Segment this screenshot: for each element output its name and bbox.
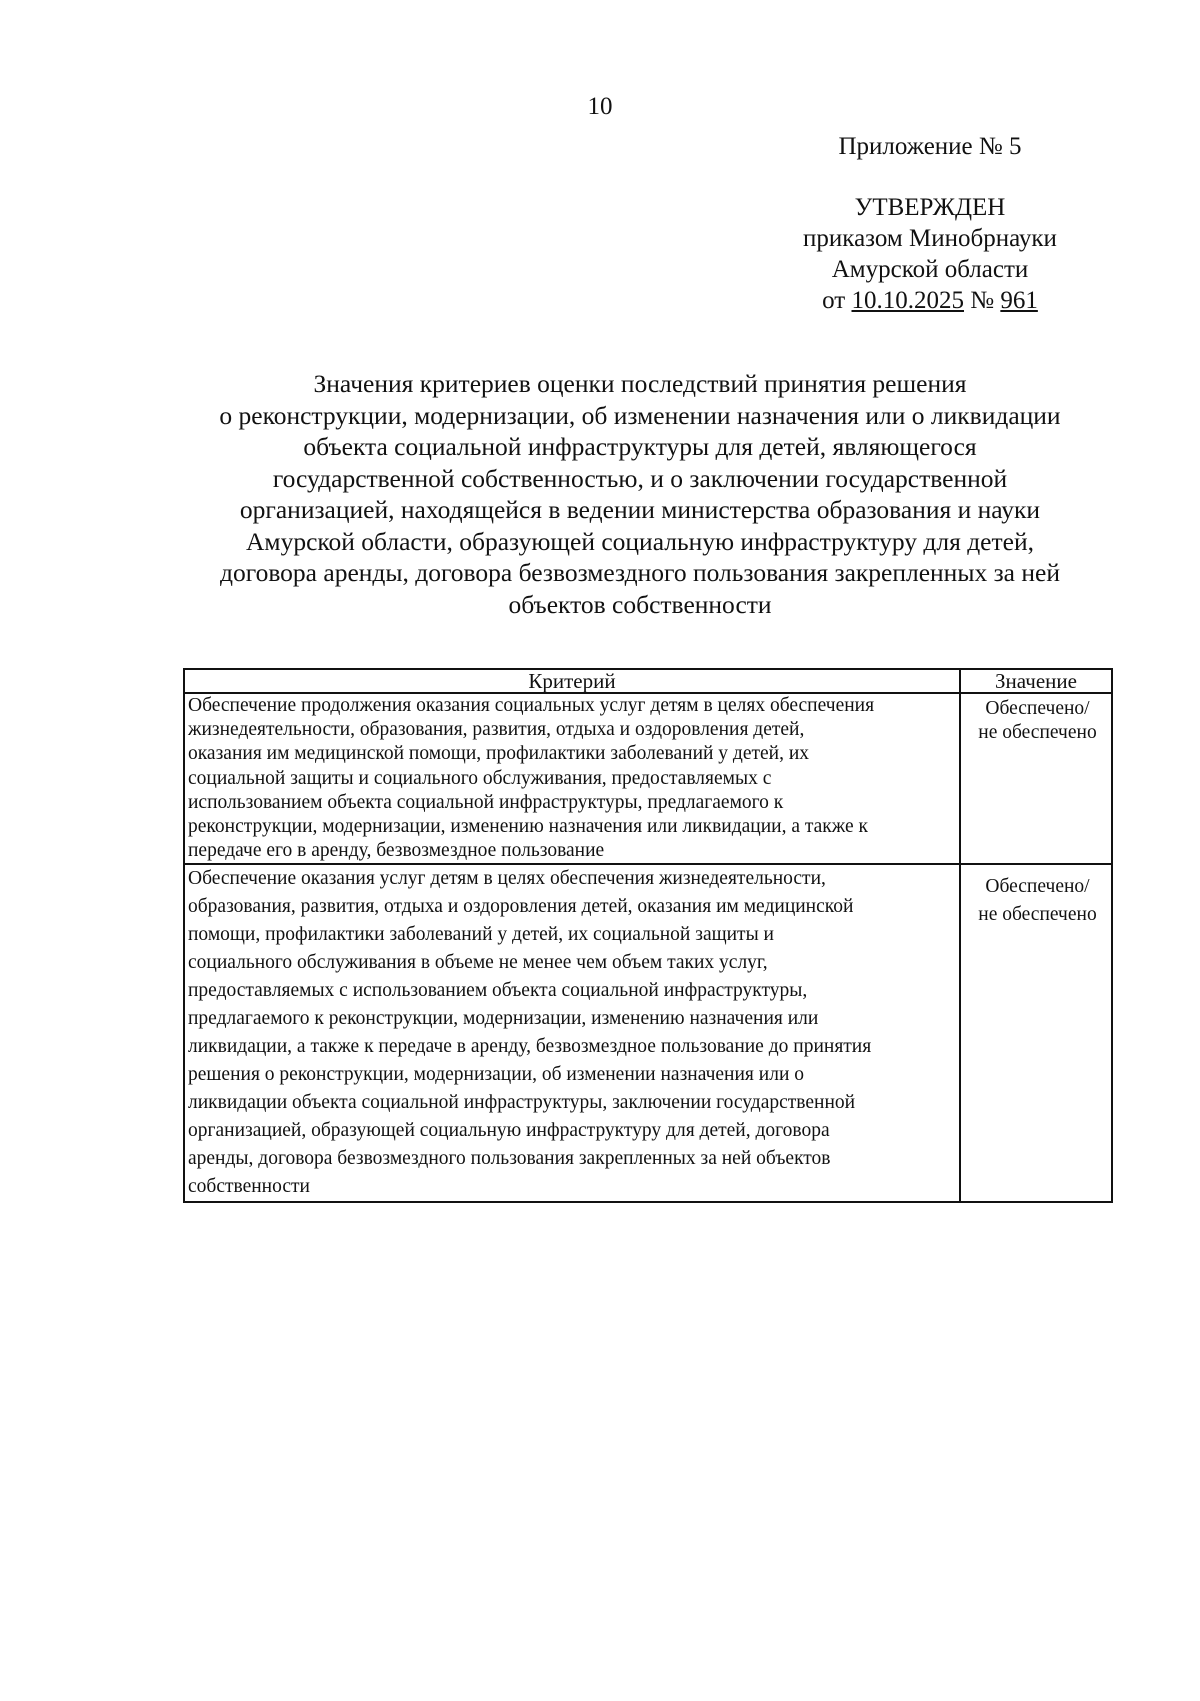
page-number: 10 xyxy=(587,93,613,120)
criterion-cell xyxy=(184,864,960,1202)
approval-date-prefix: от xyxy=(822,287,846,314)
criterion-line: предоставляемых с использованием объекта социальной инфраструктуры, xyxy=(188,980,808,1002)
approval-number-sign: № xyxy=(970,287,995,314)
criterion-line: реконструкции, модернизации, изменению назначения или ликвидации, а также к xyxy=(188,816,868,838)
criterion-column-header: Критерий xyxy=(184,669,960,693)
value-line: не обеспечено xyxy=(978,904,1097,926)
title-line: Амурской области, образующей социальную инфраструктуру для детей, xyxy=(246,526,1034,556)
criterion-cell xyxy=(184,693,960,864)
criterion-line: организацией, образующей социальную инфраструктуру для детей, договора xyxy=(188,1120,830,1142)
criterion-line: передаче его в аренду, безвозмездное пользование xyxy=(188,840,605,862)
criterion-line: использованием объекта социальной инфраструктуры, предлагаемого к xyxy=(188,791,784,813)
document-title xyxy=(170,368,1110,620)
approval-order-line: приказом Минобрнауки xyxy=(803,225,1057,252)
title-line: организацией, находящейся в ведении министерства образования и науки xyxy=(239,495,1041,524)
title-line: объекта социальной инфраструктуры для детей, являющегося xyxy=(303,432,977,461)
criterion-line: жизнедеятельности, образования, развития, отдыха и оздоровления детей, xyxy=(188,719,805,741)
value-line: Обеспечено/ xyxy=(985,698,1090,719)
approval-stamp xyxy=(770,192,1090,316)
criterion-line: социальной защиты и социального обслуживания, предоставляемых с xyxy=(188,767,772,789)
title-line: Значения критериев оценки последствий принятия решения xyxy=(313,369,967,398)
table-row xyxy=(184,693,1112,864)
approval-date-line xyxy=(770,285,1090,316)
approval-date: 10.10.2025 xyxy=(851,287,964,314)
title-line: государственной собственностью, и о заключении государственной xyxy=(272,463,1008,493)
appendix-label: Приложение № 5 xyxy=(838,133,1022,160)
criterion-line: Обеспечение продолжения оказания социальных услуг детям в целях обеспечения xyxy=(188,695,875,716)
value-column-header: Значение xyxy=(960,669,1112,693)
table-row xyxy=(184,864,1112,1202)
value-line: Обеспечено/ xyxy=(985,876,1090,898)
criterion-line: Обеспечение оказания услуг детям в целях обеспечения жизнедеятельности, xyxy=(188,868,826,890)
title-line: договора аренды, договора безвозмездного пользования закрепленных за ней xyxy=(220,558,1060,587)
approval-heading: УТВЕРЖДЕН xyxy=(854,194,1006,221)
criterion-line: образования, развития, отдыха и оздоровления детей, оказания им медицинской xyxy=(188,896,854,918)
title-line: объектов собственности xyxy=(508,589,772,619)
criteria-table xyxy=(183,668,1113,1203)
criterion-line: социального обслуживания в объеме не менее чем объем таких услуг, xyxy=(188,952,768,974)
value-cell xyxy=(960,693,1112,864)
criterion-line: аренды, договора безвозмездного пользования закрепленных за ней объектов xyxy=(188,1148,831,1170)
criterion-line: собственности xyxy=(188,1176,310,1198)
table-header-row xyxy=(184,669,1112,693)
criterion-line: предлагаемого к реконструкции, модернизации, изменению назначения или xyxy=(188,1008,819,1030)
approval-region-line: Амурской области xyxy=(831,256,1029,283)
title-line: о реконструкции, модернизации, об изменении назначения или о ликвидации xyxy=(219,400,1061,430)
criterion-line: решения о реконструкции, модернизации, об изменении назначения или о xyxy=(188,1064,805,1086)
value-cell xyxy=(960,864,1112,1202)
criterion-line: помощи, профилактики заболеваний у детей, их социальной защиты и xyxy=(188,924,774,946)
criterion-line: оказания им медицинской помощи, профилактики заболеваний у детей, их xyxy=(188,743,810,765)
criterion-line: ликвидации, а также к передаче в аренду, безвозмездное пользование до принятия xyxy=(188,1036,872,1058)
criterion-line: ликвидации объекта социальной инфраструктуры, заключении государственной xyxy=(188,1092,856,1114)
approval-number: 961 xyxy=(1000,287,1038,314)
value-line: не обеспечено xyxy=(978,722,1097,744)
